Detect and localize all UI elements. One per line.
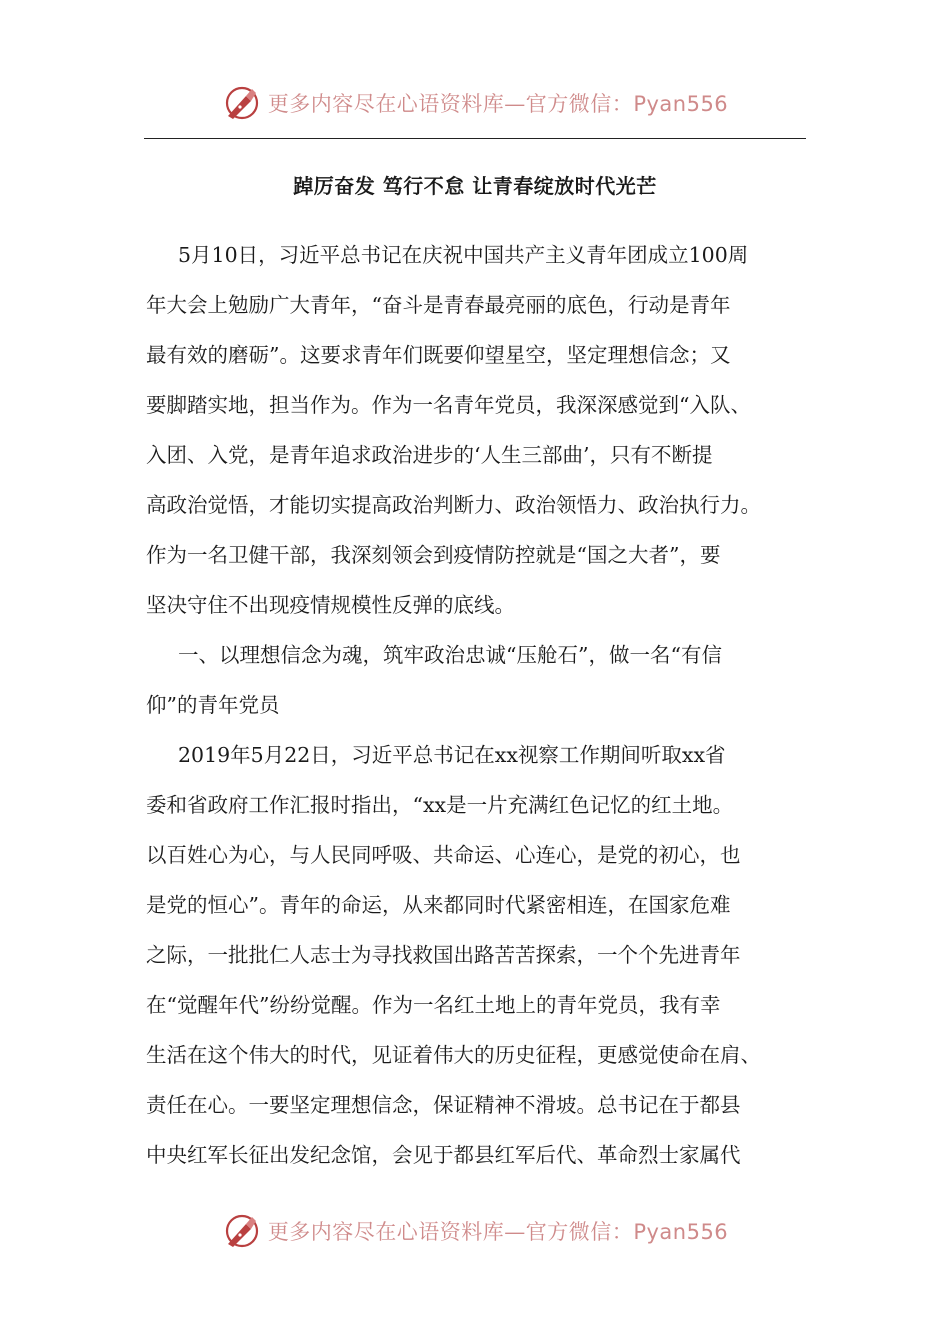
footer-banner bbox=[0, 1206, 950, 1256]
pen-nib-circle-icon bbox=[222, 1211, 262, 1251]
header-divider bbox=[144, 138, 806, 139]
section-heading-line: 仰”的青年党员 bbox=[146, 693, 280, 717]
wechat-id: Pyan556 bbox=[633, 92, 729, 116]
text-line: 中央红军长征出发纪念馆，会见于都县红军后代、革命烈士家属代 bbox=[146, 1143, 741, 1167]
text-line: 年大会上勉励广大青年，“奋斗是青春最亮丽的底色，行动是青年 bbox=[146, 293, 731, 317]
text-line: 是党的恒心”。青年的命运，从来都同时代紧密相连，在国家危难 bbox=[146, 893, 731, 917]
text-line: 生活在这个伟大的时代，见证着伟大的历史征程，更感觉使命在肩、 bbox=[146, 1043, 761, 1067]
wechat-id: Pyan556 bbox=[633, 1220, 729, 1244]
document-body bbox=[146, 230, 808, 1180]
text-line: 之际，一批批仁人志士为寻找救国出路苦苦探索，一个个先进青年 bbox=[146, 943, 741, 967]
text-line: 5月10日，习近平总书记在庆祝中国共产主义青年团成立100周 bbox=[178, 243, 749, 267]
text-line: 在“觉醒年代”纷纷觉醒。作为一名红土地上的青年党员，我有幸 bbox=[146, 993, 721, 1017]
document-title: 踔厉奋发 笃行不怠 让青春绽放时代光芒 bbox=[293, 174, 657, 198]
banner-text: 更多内容尽在心语资料库—官方微信：Pyan556 bbox=[267, 92, 729, 116]
banner-text: 更多内容尽在心语资料库—官方微信：Pyan556 bbox=[267, 1220, 729, 1244]
text-line: 最有效的磨砺”。这要求青年们既要仰望星空，坚定理想信念；又 bbox=[146, 343, 731, 367]
text-line: 坚决守住不出现疫情规模性反弹的底线。 bbox=[146, 593, 515, 617]
text-line: 高政治觉悟，才能切实提高政治判断力、政治领悟力、政治执行力。 bbox=[146, 493, 761, 517]
section-heading-line: 一、以理想信念为魂，筑牢政治忠诚“压舱石”，做一名“有信 bbox=[178, 643, 722, 667]
pen-nib-circle-icon bbox=[222, 83, 262, 123]
text-line: 委和省政府工作汇报时指出，“xx是一片充满红色记忆的红土地。 bbox=[146, 793, 734, 817]
header-banner bbox=[0, 78, 950, 128]
text-line: 要脚踏实地，担当作为。作为一名青年党员，我深深感觉到“入队、 bbox=[146, 393, 751, 417]
text-line: 2019年5月22日，习近平总书记在xx视察工作期间听取xx省 bbox=[178, 743, 726, 767]
text-line: 责任在心。一要坚定理想信念，保证精神不滑坡。总书记在于都县 bbox=[146, 1093, 741, 1117]
text-line: 以百姓心为心，与人民同呼吸、共命运、心连心，是党的初心，也 bbox=[146, 843, 741, 867]
text-line: 入团、入党，是青年追求政治进步的‘人生三部曲’，只有不断提 bbox=[146, 443, 713, 467]
text-line: 作为一名卫健干部，我深刻领会到疫情防控就是“国之大者”，要 bbox=[146, 543, 721, 567]
